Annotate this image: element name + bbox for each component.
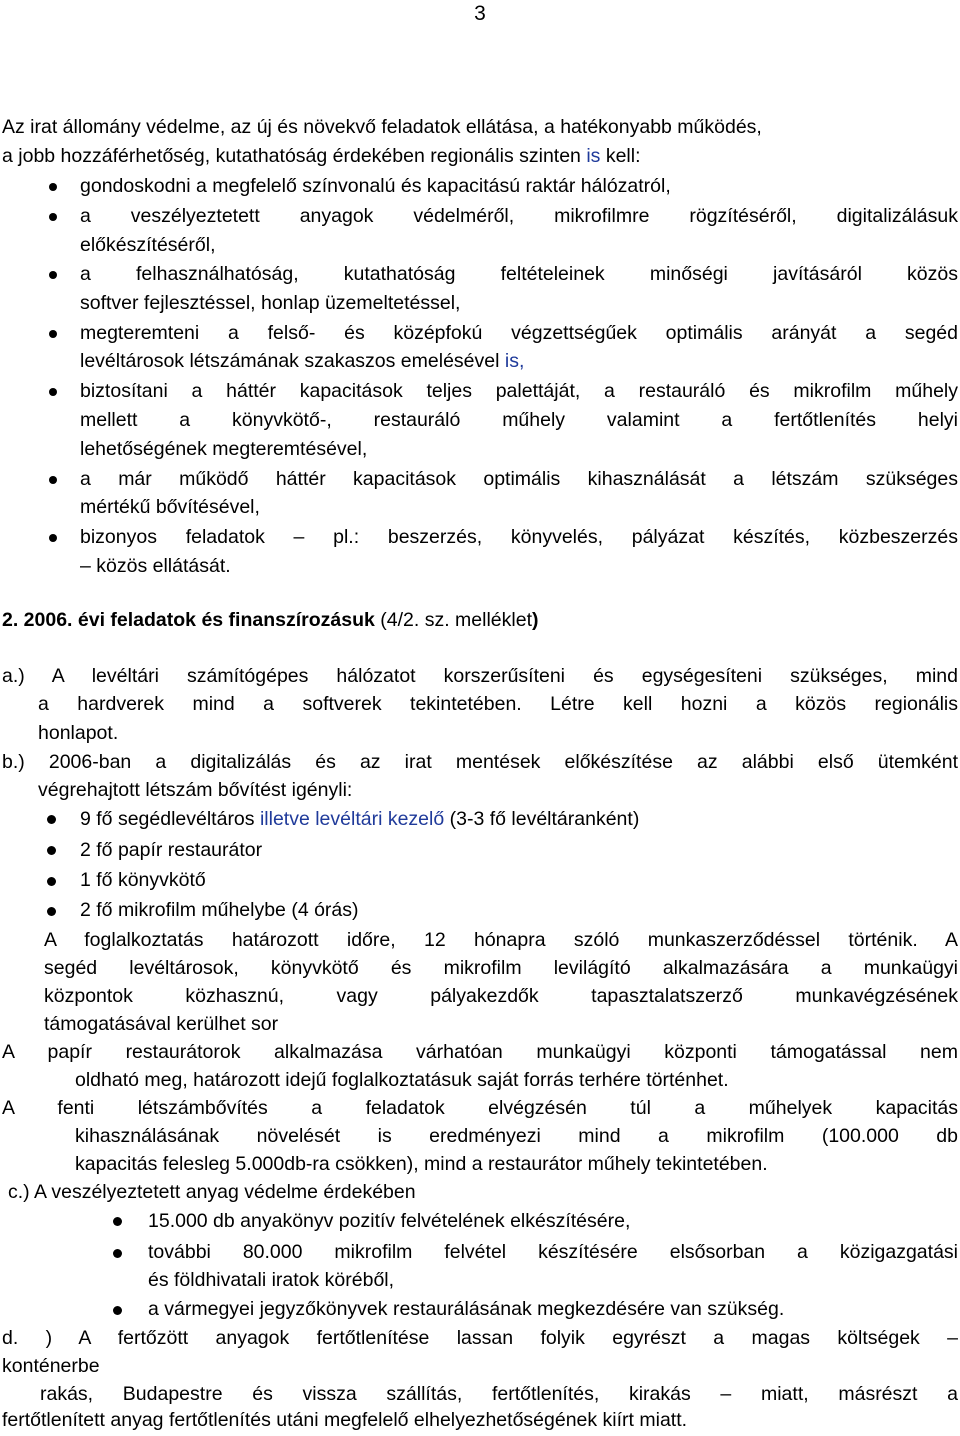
employment-para-line-1: A foglalkoztatás határozott időre, 12 hónapra szóló munkaszerződéssel történik. A [44,929,958,951]
employment-para-line-4: támogatásával kerülhet sor [44,1013,279,1035]
capacity-para-line-2: kihasználásának növelését is eredményezi mind a mikrofilm (100.000 db [75,1125,958,1147]
staff-item-3: 1 fő könyvkötő [80,869,206,891]
bullet-icon [113,1249,122,1258]
section-d-line-2: konténerbe [2,1355,100,1377]
list1-item-3-line-2: softver fejlesztéssel, honlap üzemeltetéssel, [80,292,461,314]
list1-item-3-line-1: a felhasználhatóság, kutathatóság feltételeinek minőségi javításáról közös [80,263,958,285]
list1-item-6-line-1: a már működő háttér kapacitások optimális kihasználását a létszám szükséges [80,468,958,490]
list1-item-4-line-1: megteremteni a felső- és középfokú végzettségűek optimális arányát a segéd [80,322,958,344]
employment-para-line-3: központok közhasznú, vagy pályakezdők tapasztalatszerző munkavégzésének [44,985,958,1007]
protection-item-2-line-1: további 80.000 mikrofilm felvétel készítésére elsősorban a közigazgatási [148,1241,958,1263]
section-heading: 2. 2006. évi feladatok és finanszírozásuk (4/2. sz. melléklet) [2,609,539,631]
bullet-icon [49,330,57,338]
page-number: 3 [474,2,486,25]
section-b-line-1: b.) 2006-ban a digitalizálás és az irat mentések előkészítése az alábbi első ütemként [2,751,958,773]
bullet-icon [47,846,56,855]
section-d-line-3: rakás, Budapestre és vissza szállítás, fertőtlenítés, kirakás – miatt, másrészt a [40,1383,958,1405]
protection-item-1: 15.000 db anyakönyv pozitív felvételének elkészítésére, [148,1210,631,1232]
list1-item-2-line-1: a veszélyeztetett anyagok védelméről, mikrofilmre rögzítéséről, digitalizálásuk [80,205,958,227]
staff-item-2: 2 fő papír restaurátor [80,839,263,861]
capacity-para-line-1: A fenti létszámbővítés a feladatok elvégzésén túl a műhelyek kapacitás [2,1097,958,1119]
list1-item-1: gondoskodni a megfelelő színvonalú és kapacitású raktár hálózatról, [80,175,671,197]
bullet-icon [113,1306,122,1315]
intro-line-1: Az irat állomány védelme, az új és növekvő feladatok ellátása, a hatékonyabb működés, [2,116,762,138]
section-a-line-3: honlapot. [38,722,119,744]
restorer-para-line-2: oldható meg, határozott idejű foglalkoztatásuk saját forrás terhére történhet. [75,1069,729,1091]
list1-item-5-line-1: biztosítani a háttér kapacitások teljes palettáját, a restauráló és mikrofilm műhely [80,380,958,402]
bullet-icon [49,271,57,279]
capacity-para-line-3: kapacitás felesleg 5.000db-ra csökken), mind a restaurátor műhely tekintetében. [75,1153,768,1175]
intro-line-2: a jobb hozzáférhetőség, kutathatóság érdekében regionális szinten is kell: [2,145,641,167]
bullet-icon [113,1217,122,1226]
section-a-line-2: a hardverek mind a softverek tekintetében. Létre kell hozni a közös regionális [38,693,958,715]
section-a-line-1: a.) A levéltári számítógépes hálózatot korszerűsíteni és egységesíteni szükséges, mind [2,665,958,687]
list1-item-6-line-2: mértékű bővítésével, [80,496,260,518]
protection-item-3: a vármegyei jegyzőkönyvek restaurálásának megkezdésére van szükség. [148,1298,785,1320]
bullet-icon [47,815,56,824]
bullet-icon [49,213,57,221]
employment-para-line-2: segéd levéltárosok, könyvkötő és mikrofilm levilágító alkalmazására a munkaügyi [44,957,958,979]
section-d-line-1: d. ) A fertőzött anyagok fertőtlenítése lassan folyik egyrészt a magas költségek – [2,1327,958,1349]
protection-item-2-line-2: és földhivatali iratok köréből, [148,1269,395,1291]
bullet-icon [47,907,56,916]
list1-item-7-line-1: bizonyos feladatok – pl.: beszerzés, könyvelés, pályázat készítés, közbeszerzés [80,526,958,548]
bullet-icon [49,183,57,191]
list1-item-4-line-2: levéltárosok létszámának szakaszos emelésével is, [80,350,525,372]
staff-item-4: 2 fő mikrofilm műhelybe (4 órás) [80,899,359,921]
section-d-line-4: fertőtlenített anyag fertőtlenítés utáni megfelelő elhelyezhetőségének kiírt miatt. [2,1409,688,1431]
list1-item-5-line-2: mellett a könyvkötő-, restauráló műhely valamint a fertőtlenítés helyi [80,409,958,431]
bullet-icon [49,476,57,484]
staff-item-1: 9 fő segédlevéltáros illetve levéltári kezelő (3-3 fő levéltáranként) [80,808,640,830]
list1-item-2-line-2: előkészítéséről, [80,234,216,256]
section-b-line-2: végrehajtott létszám bővítést igényli: [38,779,353,801]
bullet-icon [49,534,57,542]
bullet-icon [47,877,56,886]
section-c-line-1: c.) A veszélyeztetett anyag védelme érdekében [8,1181,416,1203]
list1-item-7-line-2: – közös ellátását. [80,555,231,577]
restorer-para-line-1: A papír restaurátorok alkalmazása várhatóan munkaügyi központi támogatással nem [2,1041,958,1063]
list1-item-5-line-3: lehetőségének megteremtésével, [80,438,368,460]
bullet-icon [49,388,57,396]
